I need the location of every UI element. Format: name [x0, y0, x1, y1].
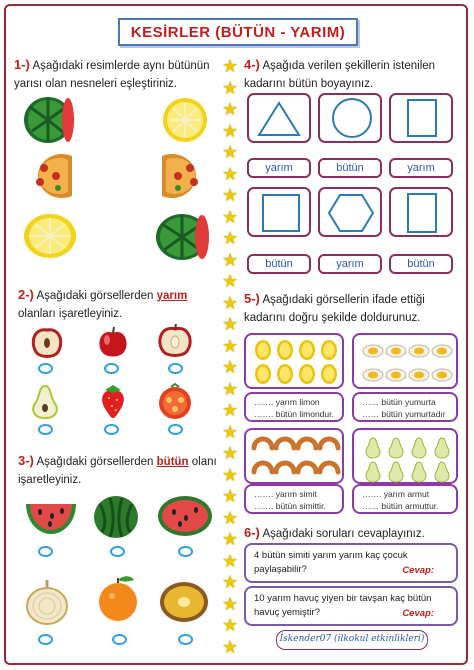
question-text: Aşağıdaki resimlerde aynı bütünün yarısı olan nesneleri eşleştiriniz. — [14, 60, 210, 90]
lemon-half-icon — [299, 364, 315, 384]
star-icon: ★ — [222, 335, 239, 356]
watermelon-slice-icon — [22, 496, 80, 538]
answer-circle[interactable] — [168, 424, 183, 435]
star-icon: ★ — [222, 421, 239, 442]
footer-credit: İskender07 (ilkokul etkinlikleri) — [276, 630, 428, 650]
question-2 — [18, 286, 218, 323]
watermelon-half-icon — [22, 95, 74, 145]
answer-circle[interactable] — [104, 424, 119, 435]
answer-line: ……. bütün limondur. — [254, 409, 334, 419]
lemon-half-icon — [255, 340, 271, 360]
simit-half-icon — [254, 439, 272, 448]
question-number: 5-) — [244, 291, 260, 306]
star-icon: ★ — [222, 142, 239, 162]
lemon-half-icon — [299, 340, 315, 360]
star-icon: ★ — [222, 271, 239, 291]
watermelon-whole-icon — [92, 494, 140, 540]
strawberry-icon — [98, 382, 128, 420]
word-problem-text: 10 yarım havuç yiyen bir tavşan kaç bütün havuç yemiştir? — [254, 593, 432, 618]
word-problem-text: 4 bütün simiti yarım yarım kaç çocuk paylaşabilir? — [254, 550, 408, 575]
star-icon: ★ — [222, 206, 239, 227]
egg-half-icon — [409, 369, 429, 381]
simit-half-icon — [254, 463, 272, 472]
star-icon: ★ — [222, 443, 239, 463]
answer-line: …… bütün yumurta — [362, 397, 436, 407]
star-icon: ★ — [222, 507, 239, 528]
pear-half-icon — [30, 384, 60, 420]
star-icon: ★ — [222, 120, 239, 141]
star-icon: ★ — [222, 636, 239, 657]
question-text: olanları işaretleyiniz. — [18, 308, 123, 320]
egg-half-icon — [432, 345, 452, 357]
shape-label: yarım — [247, 158, 311, 178]
question-text: Aşağıdaki görsellerden — [36, 456, 157, 468]
answer-line: …… bütün yumurtadır — [362, 409, 446, 419]
answer-circle[interactable] — [110, 546, 125, 557]
pear-half-icon — [435, 462, 449, 482]
hexagon-shape[interactable] — [318, 187, 382, 237]
answer-circle[interactable] — [38, 363, 53, 374]
answer-circle[interactable] — [104, 363, 119, 374]
tomato-half-icon — [156, 384, 194, 420]
pear-answer-panel[interactable] — [352, 484, 458, 514]
star-icon: ★ — [222, 464, 239, 485]
pear-half-icon — [366, 438, 380, 458]
question-4 — [244, 56, 460, 93]
answer-line: …… bütün armuttur. — [362, 501, 439, 511]
watermelon-half-icon — [156, 494, 214, 538]
star-icon: ★ — [222, 314, 239, 334]
lemon-half-icon — [277, 340, 293, 360]
pizza-half-icon — [158, 152, 212, 200]
answer-circle[interactable] — [38, 546, 53, 557]
egg-half-icon — [386, 345, 406, 357]
answer-line: ……. bütün simittir. — [254, 501, 326, 511]
question-text: Aşağıdaki soruları cevaplayınız. — [262, 528, 425, 540]
question-keyword: bütün — [156, 456, 189, 468]
simit-half-icon — [276, 439, 294, 448]
lemon-half-icon — [321, 340, 337, 360]
answer-circle[interactable] — [38, 424, 53, 435]
question-6 — [244, 524, 460, 543]
apple-half-icon — [156, 324, 194, 358]
star-icon: ★ — [222, 249, 239, 270]
egg-half-icon — [432, 369, 452, 381]
lemon-panel — [244, 333, 344, 389]
square-shape[interactable] — [247, 187, 311, 237]
lemon-half-icon — [277, 364, 293, 384]
star-icon: ★ — [222, 185, 239, 205]
pear-half-icon — [389, 438, 403, 458]
question-1 — [14, 56, 214, 93]
question-text: Aşağıdaki görsellerden — [36, 290, 157, 302]
star-icon: ★ — [222, 400, 239, 420]
question-5 — [244, 290, 460, 327]
lemon-half-icon — [160, 96, 210, 144]
apple-whole-icon — [96, 326, 130, 358]
title-banner — [118, 18, 358, 46]
simit-half-icon — [320, 463, 338, 472]
question-text: Aşağıda verilen şekillerin istenilen kadarını bütün boyayınız. — [244, 60, 436, 90]
pear-halves-icon — [362, 434, 454, 480]
answer-circle[interactable] — [178, 546, 193, 557]
pear-half-icon — [435, 438, 449, 458]
page-title: KESİRLER (BÜTÜN - YARIM) — [130, 23, 346, 41]
orange-whole-icon — [96, 574, 140, 622]
simit-half-icon — [298, 463, 316, 472]
lemon-half-icon — [255, 364, 271, 384]
answer-circle[interactable] — [112, 634, 127, 645]
simit-half-icon — [298, 439, 316, 448]
egg-half-icon — [386, 369, 406, 381]
star-icon: ★ — [222, 615, 239, 635]
egg-half-icon — [409, 345, 429, 357]
simit-half-icon — [320, 439, 338, 448]
question-number: 3-) — [18, 453, 34, 468]
rectangle-shape[interactable] — [389, 187, 453, 237]
simit-half-icon — [276, 463, 294, 472]
question-text: olanı işaretleyiniz. — [18, 456, 217, 486]
shape-label: yarım — [318, 254, 382, 274]
pear-half-icon — [366, 462, 380, 482]
lemon-halves-icon — [252, 339, 340, 385]
egg-panel — [352, 333, 458, 389]
egg-half-icon — [363, 345, 383, 357]
egg-answer-panel[interactable] — [352, 392, 458, 422]
answer-line: ……. yarım simit — [254, 489, 317, 499]
egg-halves-icon — [362, 341, 454, 385]
pear-half-icon — [412, 462, 426, 482]
kiwi-half-icon — [158, 580, 210, 624]
star-icon: ★ — [222, 228, 239, 248]
star-icon: ★ — [222, 529, 239, 549]
watermelon-half-icon — [154, 212, 210, 262]
shape-label: bütün — [318, 158, 382, 178]
lemon-half-icon — [321, 364, 337, 384]
circle-shape[interactable] — [318, 93, 382, 143]
pear-half-icon — [412, 438, 426, 458]
simit-answer-panel[interactable] — [244, 484, 344, 514]
lemon-answer-panel[interactable] — [244, 392, 344, 422]
star-icon: ★ — [222, 99, 239, 119]
question-number: 6-) — [244, 525, 260, 540]
star-icon: ★ — [222, 292, 239, 313]
pear-half-icon — [389, 462, 403, 482]
question-number: 4-) — [244, 57, 260, 72]
answer-label: Cevap: — [402, 565, 434, 576]
star-icon: ★ — [222, 550, 239, 571]
word-problem-2[interactable] — [244, 586, 458, 626]
triangle-shape[interactable] — [247, 93, 311, 143]
pear-panel — [352, 428, 458, 484]
answer-line: ……. yarım armut — [362, 489, 430, 499]
word-problem-1[interactable] — [244, 543, 458, 583]
onion-half-icon — [24, 578, 70, 626]
star-icon: ★ — [222, 572, 239, 592]
question-keyword: yarım — [156, 290, 188, 302]
apple-half-icon — [30, 326, 64, 358]
question-3 — [18, 452, 218, 489]
shape-label: yarım — [389, 158, 453, 178]
egg-half-icon — [363, 369, 383, 381]
answer-label: Cevap: — [402, 608, 434, 619]
shape-label: bütün — [247, 254, 311, 274]
question-number: 1-) — [14, 57, 30, 72]
answer-circle[interactable] — [178, 634, 193, 645]
pizza-half-icon — [22, 152, 76, 200]
answer-line: ……. yarım limon — [254, 397, 320, 407]
star-icon: ★ — [222, 163, 239, 184]
star-icon: ★ — [222, 378, 239, 399]
answer-circle[interactable] — [38, 634, 53, 645]
answer-circle[interactable] — [168, 363, 183, 374]
lemon-half-icon — [22, 212, 78, 260]
star-icon: ★ — [222, 357, 239, 377]
simit-panel — [244, 428, 344, 484]
rectangle-shape[interactable] — [389, 93, 453, 143]
shape-label: bütün — [389, 254, 453, 274]
question-number: 2-) — [18, 287, 34, 302]
question-text: Aşağıdaki görsellerin ifade ettiği kadarını doğru şekilde doldurunuz. — [244, 294, 425, 324]
star-icon: ★ — [222, 56, 239, 76]
star-icon: ★ — [222, 77, 239, 98]
star-icon: ★ — [222, 486, 239, 506]
simit-halves-icon — [252, 434, 340, 480]
star-icon: ★ — [222, 593, 239, 614]
